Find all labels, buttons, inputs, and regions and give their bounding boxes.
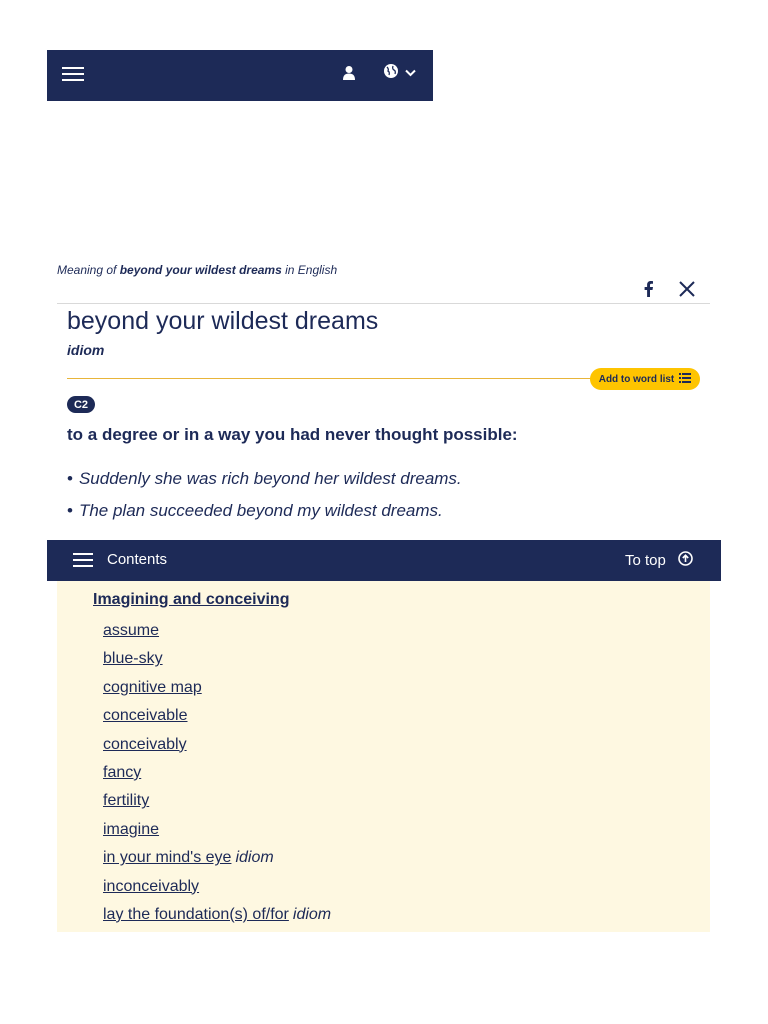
divider [57,303,710,304]
list-item [103,735,331,763]
part-of-speech: idiom [67,342,105,358]
word-link[interactable]: conceivably [103,735,187,753]
meaning-suffix: in English [285,263,338,277]
word-link[interactable]: fancy [103,763,142,781]
example-sentence [67,469,462,489]
word-link[interactable]: cognitive map [103,678,202,696]
list-item [103,706,331,734]
contents-button[interactable] [73,551,167,568]
list-item [103,763,331,791]
top-nav-bar [47,50,433,101]
thesaurus-category-link[interactable]: Imagining and conceiving [93,591,290,608]
user-icon[interactable] [342,65,356,81]
word-tag: idiom [235,849,274,867]
list-item [103,820,331,848]
word-link[interactable]: blue-sky [103,650,163,668]
thesaurus-word-list [103,621,331,933]
word-link[interactable]: imagine [103,820,160,838]
meaning-prefix: Meaning of [57,263,117,277]
list-item [103,791,331,819]
bullet: • [67,469,73,488]
list-item [103,621,331,649]
hamburger-icon [73,553,93,567]
list-item [103,678,331,706]
word-link[interactable]: fertility [103,792,150,810]
word-link[interactable]: assume [103,622,160,639]
meaning-term: beyond your wildest dreams [119,263,282,277]
word-link[interactable]: inconceivably [103,877,200,895]
language-selector[interactable] [383,64,419,82]
list-item [103,877,331,905]
meaning-line [57,263,337,277]
bullet: • [67,501,73,520]
example-text: Suddenly she was rich beyond her wildest dreams. [78,469,462,488]
hamburger-icon[interactable] [62,67,84,83]
example-text: The plan succeeded beyond my wildest dreams. [78,501,443,520]
list-item [103,848,331,876]
to-top-label: To top [625,552,666,569]
level-badge: C2 [67,396,95,413]
definition: to a degree or in a way you had never thought possible: [67,425,518,444]
to-top-button[interactable] [625,551,693,570]
contents-label: Contents [107,551,168,568]
list-item [103,649,331,677]
headword: beyond your wildest dreams [67,307,379,335]
contents-bar [47,540,721,581]
list-item [103,905,331,933]
chevron-down-icon [405,64,416,82]
word-link[interactable]: conceivable [103,707,188,725]
globe-icon [383,63,399,84]
arrow-up-circle-icon [678,551,693,570]
word-tag: idiom [292,905,332,923]
word-link[interactable]: in your mind's eye [103,849,232,867]
word-link[interactable]: lay the foundation(s) of/for [103,905,289,923]
add-to-word-list-label: Add to word list [598,373,675,385]
x-icon[interactable] [678,280,696,298]
example-sentence [67,501,443,521]
list-icon [679,373,691,386]
thesaurus-panel [57,581,710,932]
divider-gold [67,378,627,379]
facebook-icon[interactable] [640,280,658,298]
add-to-word-list-button[interactable] [590,368,700,390]
